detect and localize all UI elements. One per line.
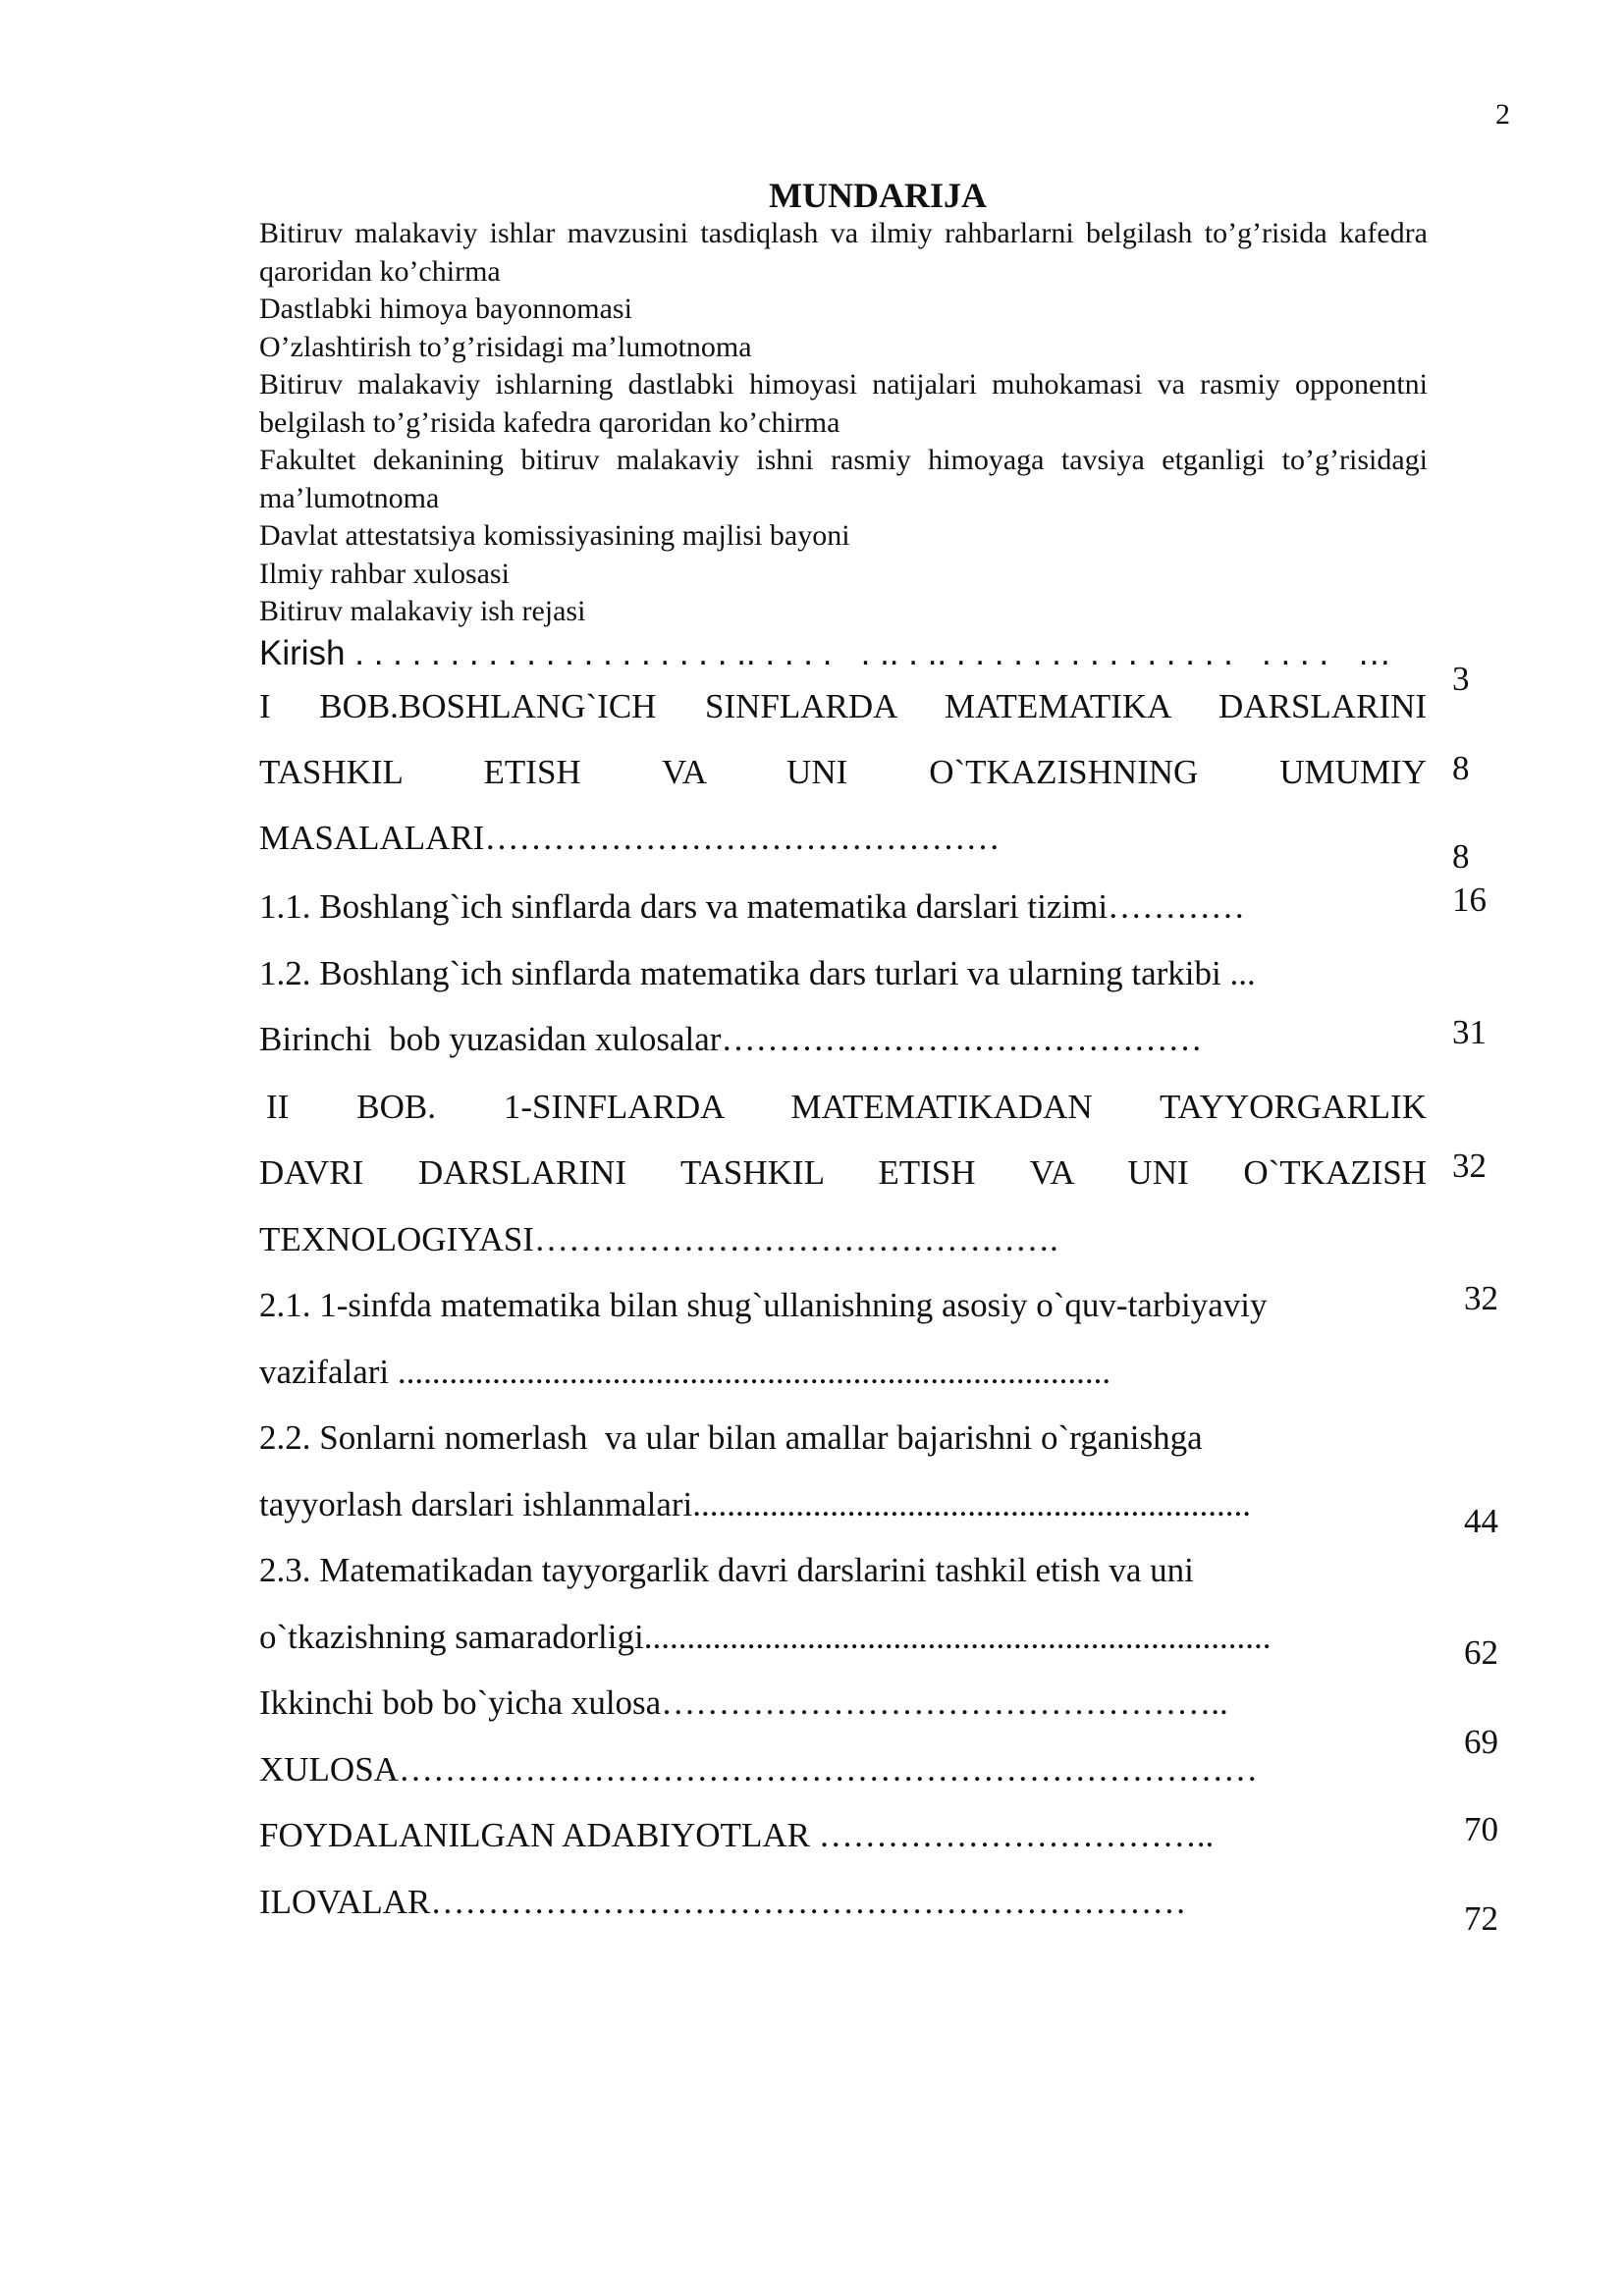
page-ref: 70 — [1464, 1810, 1498, 1848]
page-ref: 32 — [1452, 1147, 1487, 1185]
front-matter-item: Fakultet dekanining bitiruv malakaviy ishni rasmiy himoyaga tavsiya etganligi to’g’risidagi ma’lumotnoma — [259, 444, 1428, 514]
toc-entry-chapter-1-line-2: TASHKIL ETISH VA UNI O`TKAZISHNING UMUMIY — [259, 753, 1427, 791]
toc-entry-section-1-2: 1.2. Boshlang`ich sinflarda matematika dars turlari va ularning tarkibi ... — [259, 954, 1256, 992]
toc-entry-chapter-1-line-1: I BOB.BOSHLANG`ICH SINFLARDA MATEMATIKA DARSLARINI — [259, 687, 1427, 725]
page-number: 2 — [1495, 98, 1510, 131]
toc-entry-section-2-1-line-2: vazifalari ................................................................................... — [259, 1353, 1111, 1391]
front-matter-list — [259, 215, 1428, 631]
page-ref: 44 — [1464, 1502, 1498, 1540]
toc-entry-references: FOYDALANILGAN ADABIYOTLAR …………………………….. — [259, 1816, 1215, 1854]
toc-entry-chapter-2-line-3: TEXNOLOGIYASI………………………………………. — [259, 1220, 1058, 1258]
toc-entry-chapter-2-line-1: II BOB. 1-SINFLARDA MATEMATIKADAN TAYYORGARLIK — [266, 1088, 1427, 1126]
toc-entry-section-2-1-line-1: 2.1. 1-sinfda matematika bilan shug`ullanishning asosiy o`quv-tarbiyaviy — [259, 1286, 1268, 1324]
toc-entry-chapter-1-line-3: MASALALARI……………………………………… — [259, 819, 1001, 857]
front-matter-item: Bitiruv malakaviy ishlarning dastlabki himoyasi natijalari muhokamasi va rasmiy opponentni belgilash to’g’risida kafedra qaroridan ko’chirma — [259, 368, 1428, 439]
front-matter-item: O’zlashtirish to’g’risidagi ma’lumotnoma — [259, 330, 752, 363]
toc-entry-section-2-3-line-1: 2.3. Matematikadan tayyorgarlik davri darslarini tashkil etish va uni — [259, 1551, 1194, 1589]
page-ref: 31 — [1452, 1013, 1487, 1051]
toc-entry-chapter-2-conclusion: Ikkinchi bob bo`yicha xulosa………………………………………….. — [259, 1683, 1228, 1722]
front-matter-item: Ilmiy rahbar xulosasi — [259, 557, 510, 590]
toc-entry-section-2-2-line-1: 2.2. Sonlarni nomerlash va ular bilan amallar bajarishni o`rganishga — [259, 1418, 1203, 1457]
page-ref: 3 — [1452, 660, 1470, 698]
toc-entry-kirish: Kirish . . . . . . . . . . . . . . . . . . . . .. . . . . . .. . .. . . . . . . . . . . . . . . . . . . . … — [259, 634, 1392, 672]
toc-entry-chapter-2-line-2: DAVRI DARSLARINI TASHKIL ETISH VA UNI O`TKAZISH — [259, 1153, 1427, 1192]
page-ref: 62 — [1464, 1633, 1498, 1672]
front-matter-item: Davlat attestatsiya komissiyasining majlisi bayoni — [259, 519, 850, 552]
toc-entry-section-1-1: 1.1. Boshlang`ich sinflarda dars va matematika darslari tizimi………… — [259, 887, 1246, 926]
page-ref: 8 — [1452, 837, 1470, 876]
page-ref: 72 — [1464, 1899, 1498, 1938]
front-matter-item: Bitiruv malakaviy ish rejasi — [259, 595, 586, 627]
toc-entry-section-2-2-line-2: tayyorlash darslari ishlanmalari................................................................. — [259, 1485, 1251, 1523]
page-title: MUNDARIJA — [769, 176, 987, 215]
toc-entry-conclusion: XULOSA………………………………………………………………… — [259, 1750, 1258, 1789]
front-matter-item: Bitiruv malakaviy ishlar mavzusini tasdiqlash va ilmiy rahbarlarni belgilash to’g’risida kafedra qaroridan ko’chirma — [259, 217, 1428, 288]
toc-entry-appendices: ILOVALAR………………………………………………………… — [259, 1883, 1187, 1921]
toc-entry-chapter-1-conclusion: Birinchi bob yuzasidan xulosalar…………………………………… — [259, 1020, 1203, 1058]
page-ref: 69 — [1464, 1723, 1498, 1761]
page-ref: 16 — [1452, 881, 1487, 919]
page-ref: 32 — [1464, 1279, 1498, 1317]
page-ref: 8 — [1452, 749, 1470, 787]
toc-entry-section-2-3-line-2: o`tkazishning samaradorligi......................................................................... — [259, 1618, 1272, 1656]
front-matter-item: Dastlabki himoya bayonnomasi — [259, 293, 632, 325]
